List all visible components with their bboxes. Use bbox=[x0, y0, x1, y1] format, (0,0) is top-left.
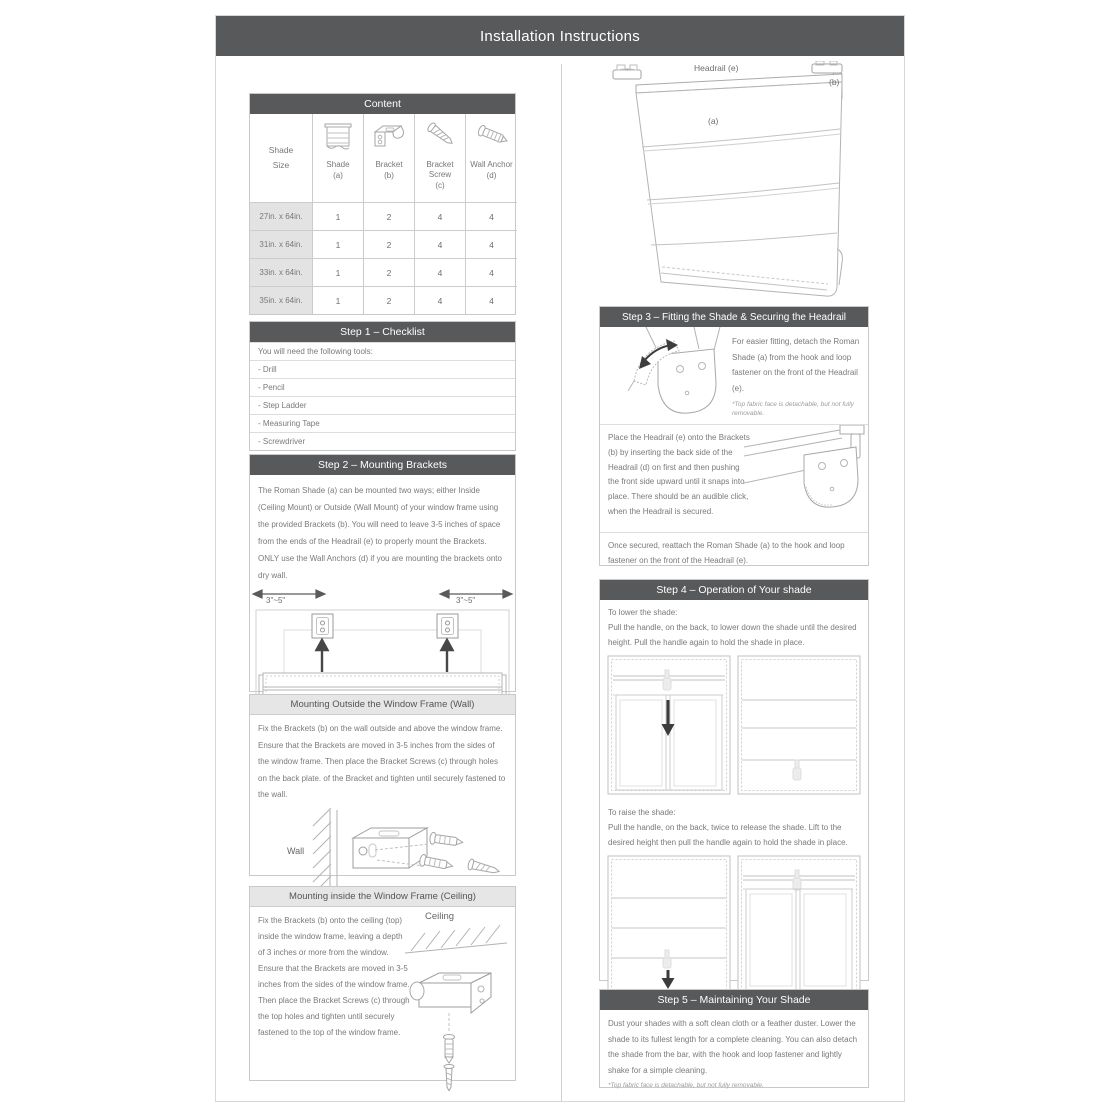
wall-mount-section bbox=[249, 694, 516, 876]
step5-maintaining-section bbox=[599, 989, 869, 1088]
dimension-label-left: 3"~5" bbox=[266, 596, 286, 605]
table-row: 35in. x 64in. 1 2 4 4 bbox=[250, 286, 515, 314]
raise-instructions bbox=[600, 800, 868, 850]
list-item: - Drill bbox=[250, 360, 515, 378]
shade-a-label: (a) bbox=[708, 116, 719, 126]
lower-instructions bbox=[600, 600, 868, 650]
checklist-intro: You will need the following tools: bbox=[250, 342, 515, 360]
bracket-b-label: (b) bbox=[829, 77, 840, 87]
ceiling-mount-body: Fix the Brackets (b) onto the ceiling (top) inside the window frame, leaving a depth of 3 inches or more from the window. Ensure that the Brackets are moved in 3-5 inches from the sides of the window frame. Then place the Bracket Screws (c) through the top holes and tighten until securely fastened to the top of the window frame. bbox=[258, 916, 410, 1037]
content-table-title: Content bbox=[250, 94, 515, 114]
bracket-spacing-diagram bbox=[250, 586, 515, 708]
content-table-col-shade: Shade (a) bbox=[313, 114, 364, 202]
list-item: - Pencil bbox=[250, 378, 515, 396]
step3-block1-text: For easier fitting, detach the Roman Shade (a) from the hook and loop fastener on the front of the Headrail (e). *Top fabric face is detachable, but not fully removable. bbox=[732, 334, 864, 418]
ceiling-mount-diagram bbox=[403, 911, 511, 1079]
step1-checklist-section bbox=[249, 321, 516, 451]
screw-icon bbox=[424, 114, 456, 160]
content-table-corner-cell: Shade Size bbox=[250, 114, 313, 202]
column-divider bbox=[561, 64, 562, 1102]
step3-block2 bbox=[600, 425, 868, 533]
window-shade-lowered-diagram bbox=[736, 654, 862, 796]
step4-title: Step 4 – Operation of Your shade bbox=[600, 580, 868, 600]
wall-mount-title: Mounting Outside the Window Frame (Wall) bbox=[250, 695, 515, 715]
wall-label: Wall bbox=[287, 845, 305, 856]
table-row: 27in. x 64in. 1 2 4 4 bbox=[250, 202, 515, 230]
document-page bbox=[215, 15, 905, 1102]
step2-body: The Roman Shade (a) can be mounted two ways; either Inside (Ceiling Mount) or Outside (Wall Mount) of your window frame using the provided Brackets (b). You will need to leave 3-5 inches of space from the ends of the Headrail (e) to properly mount the Brackets. ONLY use the Wall Anchors (d) if you are mounting the brackets onto dry wall. bbox=[258, 486, 502, 580]
step2-mounting-brackets-section bbox=[249, 454, 516, 692]
ceiling-mount-section bbox=[249, 886, 516, 1081]
raise-heading: To raise the shade: bbox=[608, 808, 676, 817]
step3-block2-text: Place the Headrail (e) onto the Brackets (b) by inserting the back side of the Headrail (d) on first and then pushing the front side upward until it snaps into place. There should be an audible click, when the Headrail is secured. bbox=[608, 433, 750, 516]
table-row: 31in. x 64in. 1 2 4 4 bbox=[250, 230, 515, 258]
ceiling-mount-title: Mounting inside the Window Frame (Ceiling) bbox=[250, 887, 515, 907]
window-shade-raised-arrow-diagram bbox=[606, 654, 732, 796]
step1-title: Step 1 – Checklist bbox=[250, 322, 515, 342]
list-item: - Screwdriver bbox=[250, 432, 515, 450]
content-table-col-screw: Bracket Screw (c) bbox=[415, 114, 466, 202]
detachable-note: *Top fabric face is detachable, but not fully removable. bbox=[608, 1082, 764, 1089]
step5-body: Dust your shades with a soft clean cloth or a feather duster. Lower the shade to its fullest length for a complete cleaning. You can also detach the shade from the bar, with the hook and loop fastener and lightly shake for a simple cleaning. bbox=[608, 1019, 858, 1075]
list-item: - Step Ladder bbox=[250, 396, 515, 414]
anchor-icon bbox=[475, 114, 509, 160]
step3-title: Step 3 – Fitting the Shade & Securing the Headrail bbox=[600, 307, 868, 327]
step3-block1 bbox=[600, 327, 868, 425]
content-table bbox=[249, 93, 516, 315]
detachable-note: *Top fabric face is detachable, but not fully removable. bbox=[732, 401, 854, 417]
step2-title: Step 2 – Mounting Brackets bbox=[250, 455, 515, 475]
shade-icon bbox=[323, 114, 353, 160]
ceiling-label: Ceiling bbox=[425, 911, 455, 922]
dimension-label-right: 3"~5" bbox=[456, 596, 476, 605]
page-title-bar bbox=[216, 16, 904, 56]
lower-body: Pull the handle, on the back, to lower down the shade until the desired height. Pull the handle again to hold the shade in place. bbox=[608, 623, 857, 647]
raise-diagrams bbox=[600, 850, 868, 1000]
list-item: - Measuring Tape bbox=[250, 414, 515, 432]
window-shade-lowered-arrow-diagram bbox=[606, 854, 732, 996]
raise-body: Pull the handle, on the back, twice to release the shade. Lift to the desired height then pull the handle again to hold the shade in place. bbox=[608, 823, 848, 847]
shade-overview-figure bbox=[606, 61, 861, 306]
window-shade-raised-diagram bbox=[736, 854, 862, 996]
table-row: 33in. x 64in. 1 2 4 4 bbox=[250, 258, 515, 286]
wall-mount-diagram bbox=[257, 806, 508, 894]
page-title: Installation Instructions bbox=[479, 27, 641, 45]
content-table-header-row bbox=[250, 114, 515, 202]
bracket-icon bbox=[371, 114, 407, 160]
content-table-col-anchor: Wall Anchor (d) bbox=[466, 114, 517, 202]
step5-title: Step 5 – Maintaining Your Shade bbox=[600, 990, 868, 1010]
content-table-col-bracket: Bracket (b) bbox=[364, 114, 415, 202]
step3-block3-text: Once secured, reattach the Roman Shade (a) to the hook and loop fastener on the front of the Headrail (e). bbox=[608, 541, 845, 565]
lower-diagrams bbox=[600, 650, 868, 800]
headrail-label: Headrail (e) bbox=[694, 63, 739, 73]
step3-fitting-section bbox=[599, 306, 869, 566]
wall-mount-body: Fix the Brackets (b) on the wall outside and above the window frame. Ensure that the Brackets are moved in 3-5 inches from the sides of the window frame. Then place the Bracket Screws (c) through holes on the back plate. of the Bracket and tighten until securely fastened to the wall. bbox=[258, 724, 506, 799]
lower-heading: To lower the shade: bbox=[608, 608, 678, 617]
step4-operation-section bbox=[599, 579, 869, 981]
